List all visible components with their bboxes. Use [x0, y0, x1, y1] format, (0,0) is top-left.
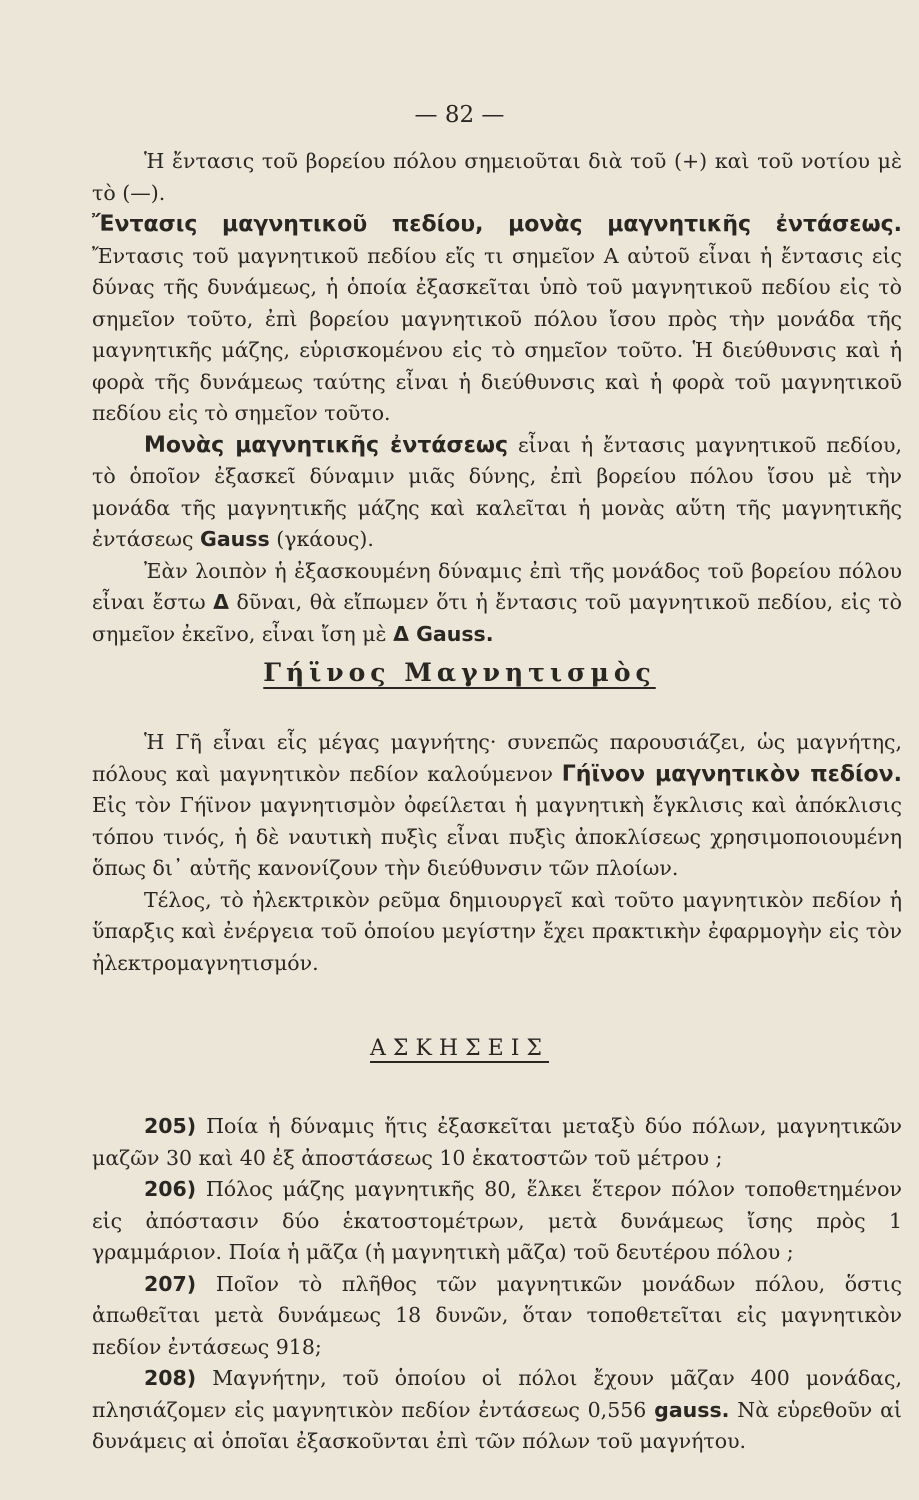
exercise-item: 205) Ποία ἡ δύναμις ἥτις ἐξασκεῖται μεταξὺ δύο πόλων, μαγνητικῶν μαζῶν 30 καὶ 40 ἐξ ἀποστάσεως 10 ἑκατοστῶν τοῦ μέτρου ; — [92, 1114, 902, 1170]
paragraph-unit-intensity: Μονὰς μαγνητικῆς ἐντάσεως εἶναι ἡ ἔντασις μαγνητικοῦ πεδίου, τὸ ὁποῖον ἐξασκεῖ δύναμιν μιᾶς δύνης, ἐπὶ βορείου πόλου ἴσου μὲ τὴν μονάδα τῆς μαγνητικῆς μάζης καὶ καλεῖται ἡ μονὰς αὕτη τῆς μαγνητικῆς ἐντάσεως Gauss (γκάους). — [92, 432, 902, 551]
paragraph-field-intensity: Ἔντασις μαγνητικοῦ πεδίου, μονὰς μαγνητικῆς ἐντάσεως. Ἔντασις τοῦ μαγνητικοῦ πεδίου εἴς τι σημεῖον Α αὐτοῦ εἶναι ἡ ἔντασις εἰς δύνας τῆς δυνάμεως, ἡ ὁποία ἐξασκεῖται ὑπὸ τοῦ μαγνητικοῦ πεδίου εἰς τὸ σημεῖον τοῦτο, ἐπὶ βορείου μαγνητικοῦ πόλου ἴσου πρὸς τὴν μονάδα τῆς μαγνητικῆς μάζης, εὑρισκομένου εἰς τὸ σημεῖον τοῦτο. Ἡ διεύθυνσις καὶ ἡ φορὰ τῆς δυνάμεως ταύτης εἶναι ἡ διεύθυνσις καὶ ἡ φορὰ τοῦ μαγνητικοῦ πεδίου εἰς τὸ σημεῖον τοῦτο. — [92, 212, 902, 425]
heading-field-intensity: Ἔντασις μαγνητικοῦ πεδίου, μονὰς μαγνητικῆς ἐντάσεως. — [92, 212, 902, 237]
paragraph-electric-current: Τέλος, τὸ ἠλεκτρικὸν ρεῦμα δημιουργεῖ καὶ τοῦτο μαγνητικὸν πεδίον ἡ ὕπαρξις καὶ ἐνέργεια τοῦ ὁποίου μεγίστην ἔχει πρακτικὴν ἐφαρμογὴν εἰς τὸν ἠλεκτρομαγνητισμόν. — [92, 887, 902, 975]
section-title-earth-magnetism: Γήϊνος Μαγνητισμὸς — [263, 658, 656, 687]
paragraph-example-delta: Ἐὰν λοιπὸν ἡ ἐξασκουμένη δύναμις ἐπὶ τῆς μονάδος τοῦ βορείου πόλου εἶναι ἔστω Δ δῦναι, θὰ εἴπωμεν ὅτι ἡ ἔντασις τοῦ μαγνητικοῦ πεδίου, εἰς τὸ σημεῖον ἐκεῖνο, εἶναι ἴση μὲ Δ Gauss. — [92, 558, 902, 646]
gauss-unit: Gauss — [200, 527, 270, 551]
section-earth-magnetism — [92, 727, 902, 979]
section-title-exercises: ΑΣΚΗΣΕΙΣ — [370, 1036, 549, 1061]
paragraph-pole-sign: Ἡ ἔντασις τοῦ βορείου πόλου σημειοῦται διὰ τοῦ (+) καὶ τοῦ νοτίου μὲ τὸ (—). — [92, 149, 902, 205]
page-number: — 82 — — [414, 102, 505, 128]
exercise-item: 207) Ποῖον τὸ πλῆθος τῶν μαγνητικῶν μονάδων πόλου, ὅστις ἀπωθεῖται μετὰ δυνάμεως 18 δυνῶν, ὅταν τοποθετεῖται εἰς μαγνητικὸν πεδίον ἐντάσεως 918; — [92, 1271, 902, 1359]
paragraph-earth-magnet: Ἡ Γῆ εἶναι εἷς μέγας μαγνήτης· συνεπῶς παρουσιάζει, ὡς μαγνήτης, πόλους καὶ μαγνητικὸν πεδίον καλούμενον Γήϊνον μαγνητικὸν πεδίον. Εἰς τὸν Γήϊνον μαγνητισμὸν ὀφείλεται ἡ μαγνητικὴ ἔγκλισις καὶ ἀπόκλισις τόπου τινός, ἡ δὲ ναυτικὴ πυξὶς εἶναι πυξὶς ἀποκλίσεως χρησιμοποιουμένη ὅπως δι᾿ αὐτῆς κανονίζουν τὴν διεύθυνσιν τῶν πλοίων. — [92, 730, 902, 880]
exercise-item: 206) Πόλος μάζης μαγνητικῆς 80, ἕλκει ἕτερον πόλον τοποθετημένον εἰς ἀπόστασιν δύο ἑκατοστομέτρων, μετὰ δυνάμεως ἴσης πρὸς 1 γραμμάριον. Ποία ἡ μᾶζα (ἡ μαγνητικὴ μᾶζα) τοῦ δευτέρου πόλου ; — [92, 1177, 902, 1264]
exercise-item: 208) Μαγνήτην, τοῦ ὁποίου οἱ πόλοι ἔχουν μᾶζαν 400 μονάδας, πλησιάζομεν εἰς μαγνητικὸν πεδίον ἐντάσεως 0,556 gauss. Νὰ εὑρεθοῦν αἱ δυνάμεις αἱ ὁποῖαι ἐξασκοῦνται ἐπὶ τῶν πόλων τοῦ μαγνήτου. — [92, 1366, 902, 1453]
exercises-list — [92, 1111, 902, 1458]
term-earth-field: Γήϊνον μαγνητικὸν πεδίον. — [561, 761, 902, 787]
section-magnetic-field — [92, 146, 902, 650]
heading-unit-intensity: Μονὰς μαγνητικῆς ἐντάσεως — [144, 432, 509, 458]
